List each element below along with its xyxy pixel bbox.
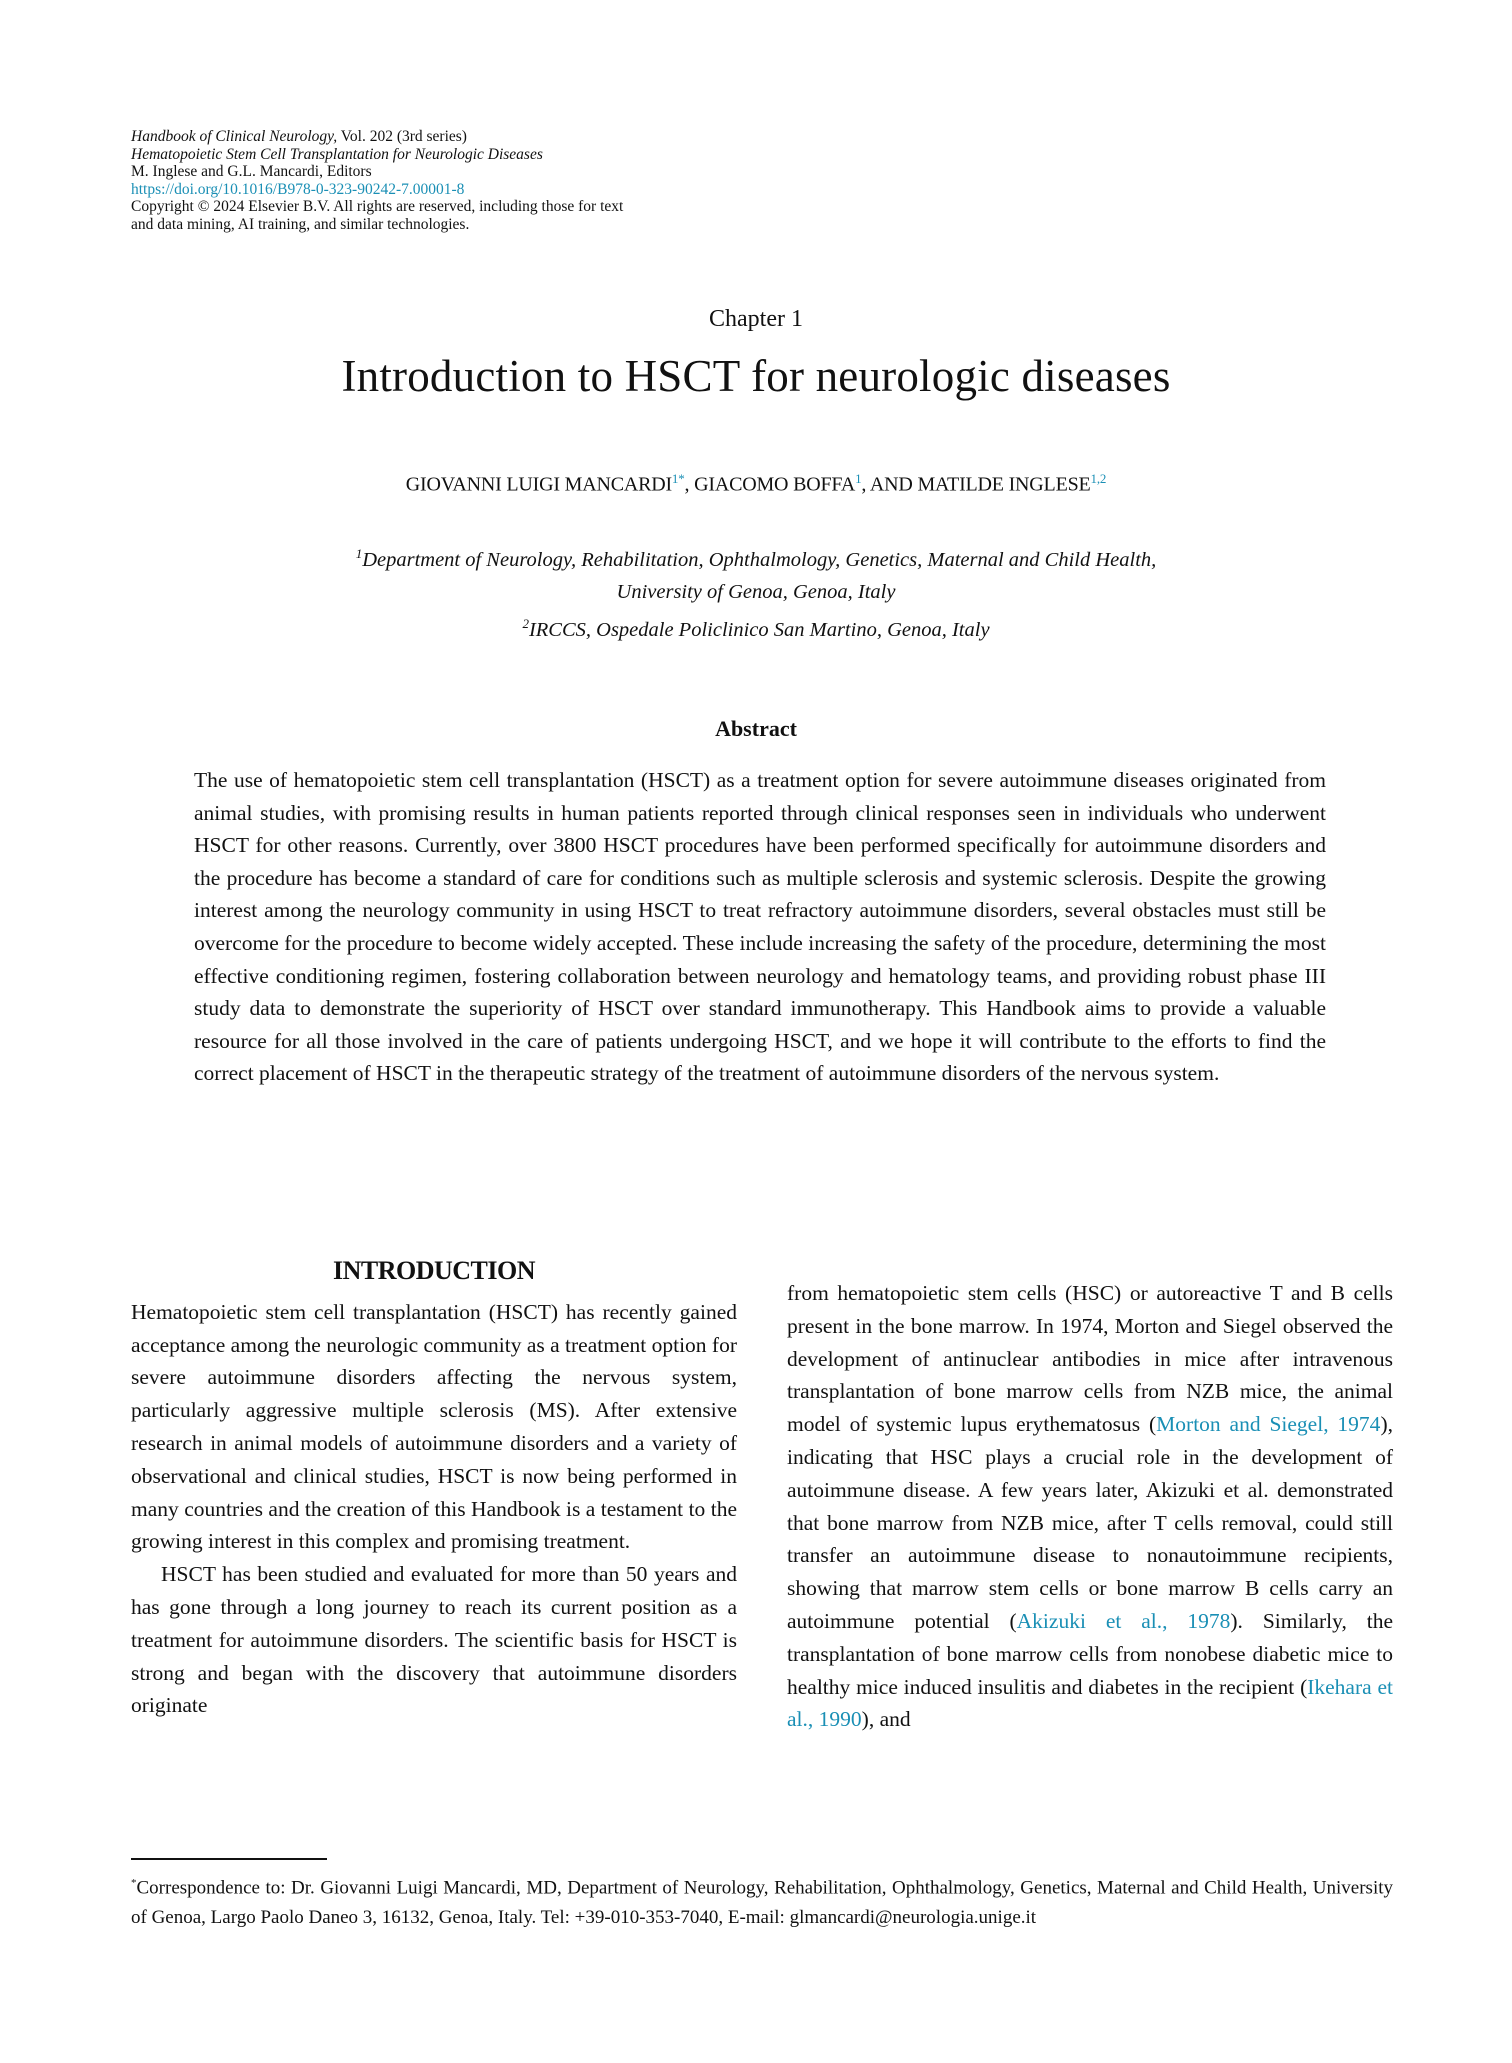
citation-link[interactable]: Morton and Siegel, 1974 bbox=[1156, 1412, 1381, 1437]
author-name: MATILDE INGLESE bbox=[917, 473, 1091, 496]
left-column bbox=[131, 1255, 737, 1722]
abstract-text: The use of hematopoietic stem cell transplantation (HSCT) as a treatment option for severe autoimmune diseases originated from animal studies, with promising results in human patients reported through clinical responses seen in individuals who underwent HSCT for other reasons. Currently, over 3800 HSCT procedures have been performed specifically for autoimmune disorders and the procedure has become a standard of care for conditions such as multiple sclerosis and systemic sclerosis. Despite the growing interest among the neurology community in using HSCT to treat refractory autoimmune disorders, several obstacles must still be overcome for the procedure to become widely accepted. These include increasing the safety of the procedure, determining the most effective conditioning regimen, fostering collaboration between neurology and hematology teams, and providing robust phase III study data to demonstrate the superiority of HSCT over standard immunotherapy. This Handbook aims to provide a valuable resource for all those involved in the care of patients undergoing HSCT, and we hope it will contribute to the efforts to find the correct placement of HSCT in the therapeutic strategy of the treatment of autoimmune disorders of the nervous system. bbox=[194, 768, 1326, 1086]
citation-link[interactable]: Akizuki et al., 1978 bbox=[1016, 1608, 1231, 1633]
abstract-heading: Abstract bbox=[715, 716, 797, 741]
chapter-label: Chapter 1 bbox=[709, 306, 803, 332]
introduction-heading: INTRODUCTION bbox=[332, 1256, 536, 1285]
paragraph: from hematopoietic stem cells (HSC) or autoreactive T and B cells present in the bone marrow. In 1974, Morton and Siegel observed the development of antinuclear antibodies in mice after intravenous transplantation of bone marrow cells from NZB mice, the animal model of systemic lupus erythematosus (Morton and Siegel, 1974), indicating that HSC plays a crucial role in the development of autoimmune disease. A few years later, Akizuki et al. demonstrated that bone marrow from NZB mice, after T cells removal, could still transfer an autoimmune disease to nonautoimmune recipients, showing that marrow stem cells or bone marrow B cells carry an autoimmune potential (Akizuki et al., 1978). Similarly, the transplantation of bone marrow cells from nonobese diabetic mice to healthy mice induced insulitis and diabetes in the recipient (Ikehara et al., 1990), and bbox=[787, 1281, 1393, 1732]
citation-link[interactable]: Ikehara et al., 1990 bbox=[787, 1674, 1393, 1732]
affiliation-2: $^2$IRCCS, Ospedale Policlinico San Martino, Genoa, Italy bbox=[522, 615, 990, 641]
affiliations bbox=[0, 538, 1512, 646]
series-line: Handbook of Clinical Neurology, Vol. 202 (3rd series) bbox=[131, 128, 467, 145]
footnote-divider bbox=[131, 1858, 327, 1860]
book-title: Hematopoietic Stem Cell Transplantation for Neurologic Diseases bbox=[131, 145, 543, 163]
right-column bbox=[787, 1277, 1393, 1736]
affiliation-1-line-2: University of Genoa, Genoa, Italy bbox=[616, 580, 896, 603]
author-name: GIOVANNI LUIGI MANCARDI bbox=[405, 473, 672, 496]
author-affiliation-mark[interactable]: 1 bbox=[855, 471, 862, 486]
copyright-line-2: and data mining, AI training, and similar technologies. bbox=[131, 215, 470, 233]
doi-link[interactable]: https://doi.org/10.1016/B978-0-323-90242-7.00001-8 bbox=[131, 180, 465, 198]
paragraph: Hematopoietic stem cell transplantation (HSCT) has recently gained acceptance among the neurologic community as a treatment option for severe autoimmune disorders affecting the nervous system, particularly aggressive multiple sclerosis (MS). After extensive research in animal models of autoimmune disorders and a variety of observational and clinical studies, HSCT is now being performed in many countries and the creation of this Handbook is a testament to the growing interest in this complex and promising treatment. bbox=[131, 1299, 737, 1554]
copyright-line-1: Copyright © 2024 Elsevier B.V. All rights are reserved, including those for text bbox=[131, 198, 624, 215]
affiliation-1: $^1$Department of Neurology, Rehabilitation, Ophthalmology, Genetics, Maternal and Child Health, bbox=[355, 546, 1157, 571]
correspondence-footnote: *Correspondence to: Dr. Giovanni Luigi Mancardi, MD, Department of Neurology, Rehabilitation, Ophthalmology, Genetics, Maternal and Child Health, University of Genoa, Largo Paolo Daneo 3, 16132, Genoa, Italy. Tel: +39-010-353-7040, E-mail: glmancardi@neurologia.unige.it bbox=[131, 1877, 1393, 1929]
book-header bbox=[131, 128, 623, 233]
author-affiliation-mark[interactable]: 1* bbox=[671, 471, 685, 486]
author-list: GIOVANNI LUIGI $MANCARDI^{1*}$, GIACOMO BOFFA$^1$, AND MATILDE INGLESE$^{1,2}$ bbox=[405, 471, 1107, 496]
chapter-title: Introduction to HSCT for neurologic diseases bbox=[341, 351, 1171, 401]
paragraph: HSCT has been studied and evaluated for more than 50 years and has gone through a long journey to reach its current position as a treatment for autoimmune disorders. The scientific basis for HSCT is strong and began with the discovery that autoimmune disorders originate bbox=[131, 1562, 737, 1718]
editors: M. Inglese and G.L. Mancardi, Editors bbox=[131, 163, 372, 180]
author-affiliation-mark[interactable]: 1,2 bbox=[1090, 471, 1107, 486]
author-name: GIACOMO BOFFA bbox=[694, 473, 856, 496]
